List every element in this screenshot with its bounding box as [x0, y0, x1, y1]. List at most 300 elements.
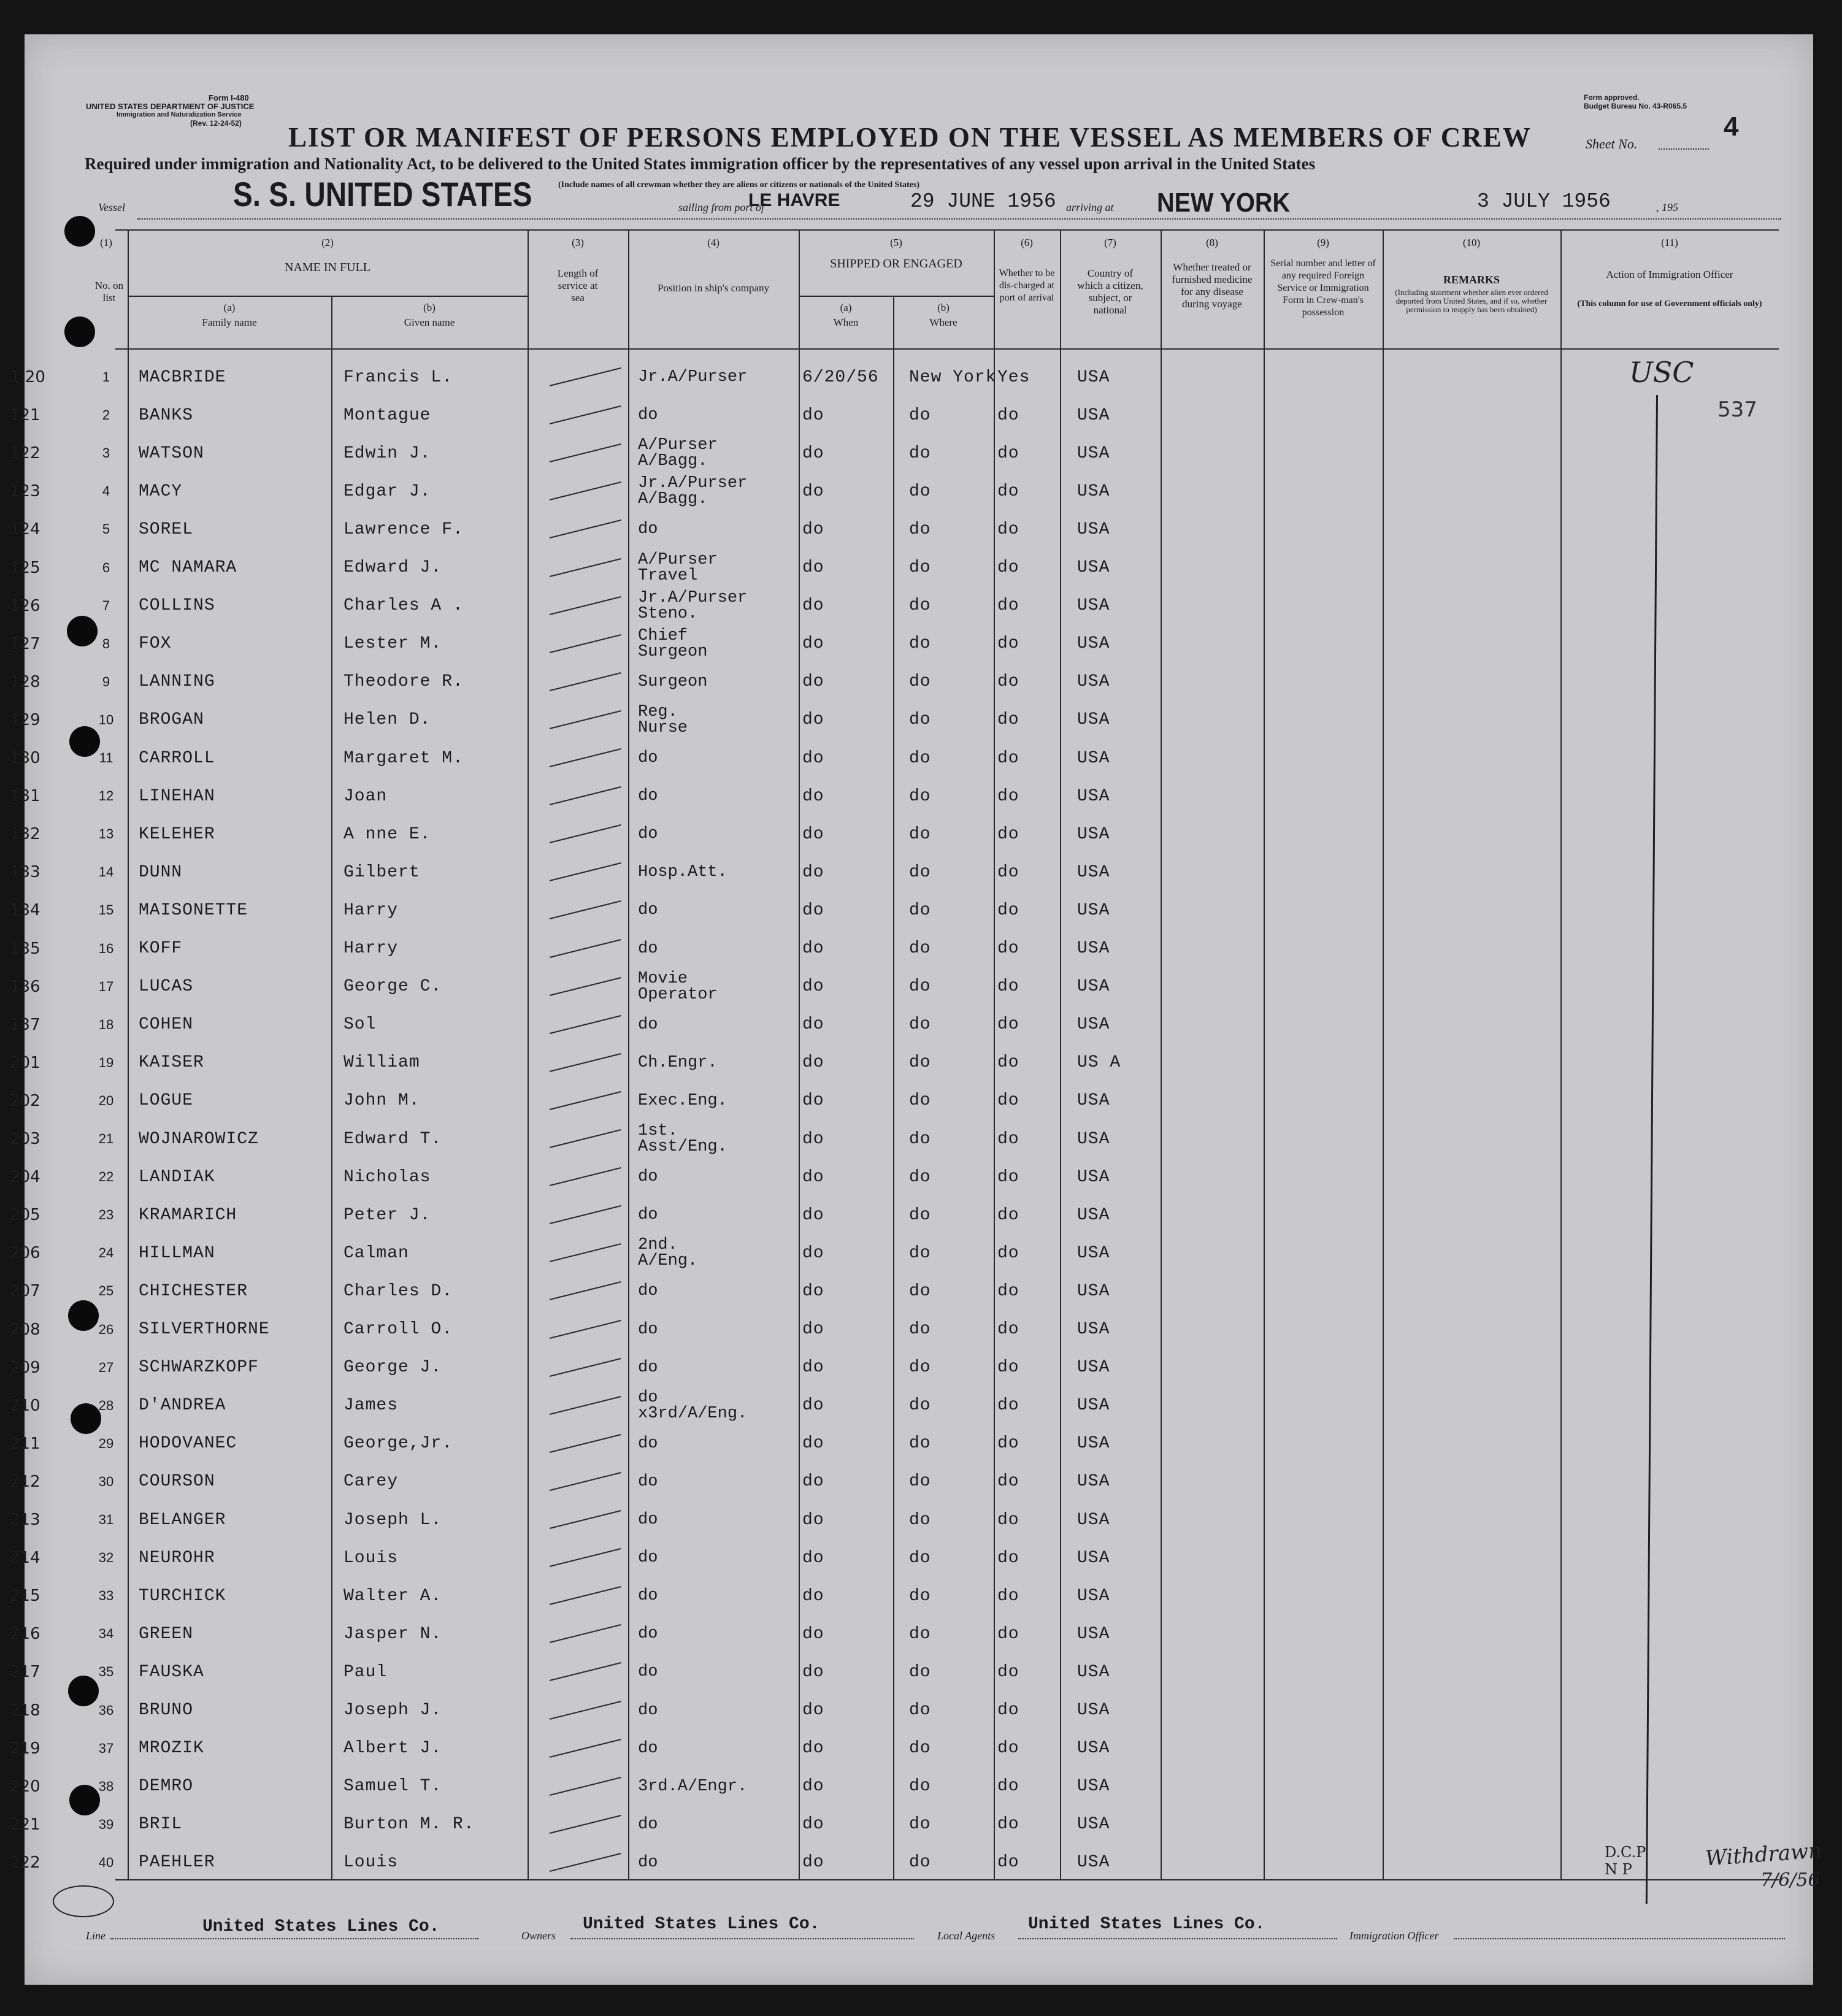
cell-no: 19 — [98, 1054, 114, 1070]
owners-underline — [570, 1938, 914, 1939]
cell-country: USA — [1077, 1777, 1110, 1796]
cell-discharged: do — [997, 1396, 1019, 1416]
cell-discharged: do — [997, 1281, 1019, 1301]
service-tick-mark — [550, 824, 621, 843]
cell-country: USA — [1077, 786, 1110, 806]
port-from: LE HAVRE — [748, 190, 840, 210]
cell-where: do — [909, 1853, 931, 1872]
cell-where: do — [909, 1548, 931, 1568]
cell-no: 34 — [98, 1626, 114, 1642]
cell-when: do — [802, 1472, 824, 1492]
cell-discharged: do — [997, 1510, 1019, 1530]
cell-no: 40 — [98, 1854, 114, 1870]
cell-position: Reg. Nurse — [638, 702, 688, 737]
cell-seq: 203 — [10, 1130, 40, 1148]
cell-seq: 202 — [10, 1091, 40, 1110]
cell-position: do — [638, 1701, 658, 1720]
service-tick-mark — [550, 405, 621, 424]
table-row — [10, 358, 1813, 396]
cell-seq: 121 — [10, 406, 40, 425]
cell-when: do — [802, 1586, 824, 1606]
cell-discharged: do — [997, 900, 1019, 920]
col-5a-number: (a) — [840, 302, 852, 313]
cell-no: 39 — [98, 1816, 114, 1832]
cell-given: Edgar J. — [343, 481, 431, 501]
cell-when: do — [802, 1434, 824, 1454]
form-number: Form I-480 — [209, 93, 249, 102]
cell-position: Jr.A/Purser A/Bagg. — [638, 474, 748, 509]
cell-where: do — [909, 1586, 931, 1606]
cell-when: do — [802, 1815, 824, 1834]
cell-family: KAISER — [139, 1053, 204, 1073]
cell-discharged: do — [997, 710, 1019, 730]
cell-given: Burton M. R. — [343, 1815, 475, 1834]
table-top-rule — [115, 229, 1779, 231]
budget-bureau-no: Budget Bureau No. 43-R065.5 — [1584, 102, 1687, 110]
punch-hole — [64, 316, 95, 347]
cell-where: do — [909, 672, 931, 692]
cell-when: do — [802, 1358, 824, 1378]
vessel-name: S. S. UNITED STATES — [233, 175, 532, 213]
service-tick-mark — [550, 1319, 621, 1338]
cell-where: do — [909, 862, 931, 882]
cell-discharged: do — [997, 1548, 1019, 1568]
cell-given: Nicholas — [343, 1167, 431, 1187]
cell-given: Sol — [343, 1015, 377, 1035]
arriving-label: arriving at — [1066, 201, 1114, 213]
cell-given: Carroll O. — [343, 1320, 453, 1339]
service-tick-mark — [550, 1396, 621, 1415]
cell-family: NEUROHR — [139, 1548, 215, 1568]
cell-no: 25 — [98, 1283, 114, 1299]
cell-where: do — [909, 977, 931, 997]
cell-family: LANDIAK — [139, 1167, 215, 1187]
cell-family: FAUSKA — [139, 1662, 204, 1682]
cell-no: 35 — [98, 1664, 114, 1680]
table-row — [10, 1768, 1813, 1806]
col-11-note: (This column for use of Government officials only) — [1577, 299, 1762, 309]
cell-given: Charles D. — [343, 1281, 453, 1301]
cell-given: Gilbert — [343, 862, 420, 882]
cell-given: George,Jr. — [343, 1434, 453, 1454]
col-11-number: (11) — [1661, 237, 1678, 248]
cell-country: USA — [1077, 405, 1110, 425]
cell-seq: 208 — [10, 1320, 40, 1339]
cell-position: 1st. Asst/Eng. — [638, 1122, 727, 1156]
cell-seq: 136 — [10, 977, 40, 996]
cell-when: do — [802, 1396, 824, 1416]
service-tick-mark — [550, 1472, 621, 1491]
cell-where: do — [909, 1815, 931, 1834]
cell-discharged: do — [997, 672, 1019, 692]
cell-discharged: do — [997, 1434, 1019, 1454]
col-5a-label: When — [833, 316, 859, 328]
cell-no: 9 — [102, 673, 110, 689]
cell-when: do — [802, 1205, 824, 1225]
withdrawn-annotation: Withdrawn — [1704, 1838, 1823, 1871]
cell-no: 4 — [102, 483, 110, 499]
cell-position: do — [638, 1282, 658, 1301]
cell-family: SCHWARZKOPF — [139, 1358, 259, 1378]
officer-label: Immigration Officer — [1349, 1930, 1439, 1942]
table-row — [10, 930, 1813, 968]
col-10-label: REMARKS — [1443, 274, 1500, 286]
cell-discharged: do — [997, 1662, 1019, 1682]
table-row — [10, 663, 1813, 701]
table-row — [10, 1501, 1813, 1539]
cell-no: 33 — [98, 1588, 114, 1604]
cell-no: 30 — [98, 1473, 114, 1489]
cell-family: SILVERTHORNE — [139, 1320, 270, 1339]
table-row — [10, 891, 1813, 929]
cell-where: do — [909, 1243, 931, 1263]
service-tick-mark — [550, 938, 621, 957]
col-2b-number: (b) — [423, 302, 436, 313]
cell-family: CHICHESTER — [139, 1281, 248, 1301]
cell-family: COHEN — [139, 1015, 194, 1035]
col-5b-label: Where — [929, 316, 957, 328]
cell-where: do — [909, 558, 931, 577]
cell-when: do — [802, 481, 824, 501]
table-row — [10, 1158, 1813, 1196]
service-tick-mark — [550, 1853, 621, 1872]
requirement-text: Required under immigration and Nationality Act, to be delivered to the United States immigration officer by the representatives of any vessel upon arrival in the United States — [85, 155, 1316, 173]
cell-given: Lester M. — [343, 634, 442, 654]
sheet-number: 4 — [1724, 112, 1739, 142]
service-tick-mark — [550, 1548, 621, 1567]
col-5b-number: (b) — [937, 302, 950, 313]
cell-when: do — [802, 1853, 824, 1872]
cell-when: do — [802, 786, 824, 806]
cell-when: do — [802, 1053, 824, 1073]
service-tick-mark — [550, 519, 621, 538]
table-row — [10, 625, 1813, 663]
cell-discharged: do — [997, 1091, 1019, 1111]
cell-given: William — [343, 1053, 420, 1073]
cell-discharged: do — [997, 786, 1019, 806]
cell-no: 37 — [98, 1740, 114, 1756]
col-1-number: (1) — [100, 237, 112, 248]
cell-discharged: do — [997, 1777, 1019, 1796]
officer-underline — [1454, 1938, 1785, 1939]
cell-country: USA — [1077, 596, 1110, 616]
service-tick-mark — [550, 710, 621, 729]
cell-family: MAISONETTE — [139, 900, 248, 920]
service-tick-mark — [550, 443, 621, 462]
cell-family: WOJNAROWICZ — [139, 1129, 259, 1149]
cell-where: do — [909, 939, 931, 958]
cell-when: do — [802, 1662, 824, 1682]
cell-country: USA — [1077, 1358, 1110, 1378]
cell-position: Surgeon — [638, 672, 708, 691]
cell-given: Joseph J. — [343, 1701, 442, 1720]
cell-no: 10 — [98, 711, 114, 727]
col-8-label: Whether treated or furnished medicine for any disease during voyage — [1172, 261, 1253, 310]
cell-seq: 124 — [10, 520, 40, 539]
cell-seq: 215 — [10, 1587, 40, 1606]
agents-value: United States Lines Co. — [1028, 1915, 1265, 1934]
col-10-number: (10) — [1462, 237, 1481, 248]
cell-country: USA — [1077, 862, 1110, 882]
col-8-number: (8) — [1206, 237, 1218, 248]
cell-position: do — [638, 939, 658, 958]
cell-position: do — [638, 1206, 658, 1225]
table-row — [10, 1006, 1813, 1044]
col-6-number: (6) — [1021, 237, 1033, 248]
cell-when: do — [802, 405, 824, 425]
cell-when: do — [802, 862, 824, 882]
cell-seq: 220 — [10, 1777, 40, 1796]
cell-discharged: do — [997, 862, 1019, 882]
cell-given: George J. — [343, 1358, 442, 1378]
cell-discharged: do — [997, 1853, 1019, 1872]
cell-family: HODOVANEC — [139, 1434, 237, 1454]
cell-position: do — [638, 1815, 658, 1834]
cell-no: 18 — [98, 1016, 114, 1032]
cell-when: do — [802, 1091, 824, 1111]
cell-country: USA — [1077, 1434, 1110, 1454]
table-row — [10, 1234, 1813, 1272]
cell-seq: 214 — [10, 1549, 40, 1568]
cell-when: do — [802, 1167, 824, 1187]
arrival-date: 3 JULY 1956 — [1477, 190, 1611, 213]
cell-given: Peter J. — [343, 1205, 431, 1225]
cell-position: do — [638, 1434, 658, 1453]
cell-given: Carey — [343, 1472, 399, 1492]
cell-where: do — [909, 1091, 931, 1111]
cell-when: do — [802, 519, 824, 539]
cell-family: DUNN — [139, 862, 183, 882]
table-row — [10, 853, 1813, 891]
col-2b-label: Given name — [404, 316, 455, 328]
cell-position: do x3rd/A/Eng. — [638, 1388, 748, 1423]
cell-country: USA — [1077, 1167, 1110, 1187]
cell-position: do — [638, 1853, 658, 1872]
service-tick-mark — [550, 672, 621, 691]
cell-country: USA — [1077, 1205, 1110, 1225]
cell-country: USA — [1077, 634, 1110, 654]
cell-given: Joan — [343, 786, 388, 806]
cell-family: MROZIK — [139, 1739, 204, 1758]
col-7-label: Country of which a citizen, subject, or national — [1077, 267, 1143, 316]
cell-discharged: do — [997, 1586, 1019, 1606]
cell-family: MACY — [139, 481, 183, 501]
cell-given: James — [343, 1396, 399, 1416]
cell-no: 21 — [98, 1131, 114, 1146]
col-1-label: No. on list — [94, 280, 124, 304]
cell-seq: 209 — [10, 1358, 40, 1377]
cell-discharged: do — [997, 1358, 1019, 1378]
cell-where: do — [909, 1739, 931, 1758]
table-row — [10, 1539, 1813, 1577]
cell-when: do — [802, 1739, 824, 1758]
owners-label: Owners — [521, 1930, 556, 1942]
agents-underline — [1018, 1938, 1337, 1939]
sheet-label: Sheet No. — [1586, 136, 1638, 151]
cell-family: BRIL — [139, 1815, 183, 1834]
year-suffix: , 195 — [1656, 201, 1678, 213]
service-tick-mark — [550, 481, 621, 500]
cell-seq: 127 — [10, 634, 40, 653]
col-2a-number: (a) — [223, 302, 236, 313]
cell-position: do — [638, 1168, 658, 1187]
cell-family: LUCAS — [139, 977, 194, 997]
table-row — [10, 396, 1813, 434]
service-tick-mark — [550, 900, 621, 919]
form-approval: Form approved. — [1584, 93, 1640, 102]
cell-position: Chief Surgeon — [638, 626, 708, 661]
cell-no: 1 — [102, 369, 110, 385]
cell-where: do — [909, 596, 931, 616]
cell-where: do — [909, 443, 931, 463]
cell-seq: 131 — [10, 787, 40, 806]
cell-family: KOFF — [139, 939, 183, 958]
cell-family: TURCHICK — [139, 1586, 226, 1606]
cell-discharged: do — [997, 824, 1019, 844]
cell-given: John M. — [343, 1091, 420, 1111]
cell-family: LINEHAN — [139, 786, 215, 806]
table-row — [10, 1844, 1813, 1882]
cell-position: Jr.A/Purser — [638, 368, 748, 386]
cell-seq: 212 — [10, 1472, 40, 1491]
cell-position: Movie Operator — [638, 969, 718, 1004]
serial-537: 537 — [1717, 397, 1757, 422]
line-underline — [110, 1938, 478, 1939]
cell-when: do — [802, 1243, 824, 1263]
cell-where: do — [909, 1281, 931, 1301]
cell-position: do — [638, 901, 658, 920]
cell-when: 6/20/56 — [802, 367, 879, 387]
col-5-label: SHIPPED OR ENGAGED — [830, 257, 962, 270]
cell-when: do — [802, 1548, 824, 1568]
cell-no: 17 — [98, 978, 114, 994]
service-tick-mark — [550, 558, 621, 577]
cell-given: Louis — [343, 1548, 399, 1568]
cell-when: do — [802, 1510, 824, 1530]
cell-where: do — [909, 1015, 931, 1035]
cell-position: do — [638, 1511, 658, 1529]
cell-discharged: do — [997, 634, 1019, 654]
cell-position: do — [638, 1663, 658, 1682]
sheet-underline — [1659, 148, 1709, 150]
col-2-number: (2) — [321, 237, 334, 248]
cell-no: 23 — [98, 1207, 114, 1223]
cell-seq: 222 — [10, 1853, 40, 1872]
cell-position: do — [638, 1549, 658, 1568]
table-row — [10, 815, 1813, 853]
cell-discharged: do — [997, 748, 1019, 768]
cell-family: BRUNO — [139, 1701, 194, 1720]
service-tick-mark — [550, 1815, 621, 1834]
cell-given: Montague — [343, 405, 431, 425]
cell-seq: 122 — [10, 444, 40, 463]
cell-position: do — [638, 520, 658, 539]
cell-family: COURSON — [139, 1472, 215, 1492]
header-bottom-rule — [115, 348, 1779, 350]
cell-seq: 135 — [10, 939, 40, 958]
vessel-line — [137, 218, 1781, 220]
cell-where: do — [909, 1510, 931, 1530]
cell-discharged: do — [997, 481, 1019, 501]
cell-family: KRAMARICH — [139, 1205, 237, 1225]
service-tick-mark — [550, 634, 621, 653]
cell-no: 36 — [98, 1702, 114, 1718]
service-tick-mark — [550, 1015, 621, 1034]
cell-country: USA — [1077, 1129, 1110, 1149]
col-9-label: Serial number and letter of any required Foreign Service or Immigration Form in Crew-man's possession — [1270, 258, 1376, 318]
cell-where: do — [909, 748, 931, 768]
table-row — [10, 1082, 1813, 1120]
usc-annotation: USC — [1629, 356, 1694, 389]
cell-discharged: do — [997, 1701, 1019, 1720]
service-tick-mark — [550, 1586, 621, 1605]
cell-discharged: do — [997, 1205, 1019, 1225]
cell-no: 26 — [98, 1321, 114, 1337]
cell-position: A/Purser A/Bagg. — [638, 436, 718, 471]
cell-country: USA — [1077, 672, 1110, 692]
cell-country: USA — [1077, 939, 1110, 958]
cell-where: do — [909, 1777, 931, 1796]
cell-country: USA — [1077, 977, 1110, 997]
cell-family: MC NAMARA — [139, 558, 237, 577]
cell-country: US A — [1077, 1053, 1121, 1073]
cell-family: KELEHER — [139, 824, 215, 844]
table-row — [10, 1272, 1813, 1310]
table-row — [10, 1806, 1813, 1844]
service-tick-mark — [550, 1205, 621, 1224]
cell-given: Edward J. — [343, 558, 442, 577]
withdrawn-date: 7/6/56 — [1760, 1869, 1820, 1891]
owners-value: United States Lines Co. — [583, 1915, 820, 1934]
line-value: United States Lines Co. — [202, 1917, 440, 1936]
col-3-label: Length of service at sea — [557, 267, 599, 304]
col-9-number: (9) — [1317, 237, 1329, 248]
cell-family: LOGUE — [139, 1091, 194, 1111]
cell-position: Ch.Engr. — [638, 1053, 718, 1072]
cell-country: USA — [1077, 1320, 1110, 1339]
cell-discharged: Yes — [997, 367, 1030, 387]
cell-family: CARROLL — [139, 748, 215, 768]
service-tick-mark — [550, 1700, 621, 1719]
col-6-label: Whether to be dis-charged at port of arrival — [999, 268, 1055, 303]
cell-given: Harry — [343, 900, 399, 920]
cell-country: USA — [1077, 1739, 1110, 1758]
cell-seq: 216 — [10, 1625, 40, 1644]
table-row — [10, 1311, 1813, 1349]
cell-discharged: do — [997, 939, 1019, 958]
service-tick-mark — [550, 1624, 621, 1643]
cell-family: LANNING — [139, 672, 215, 692]
cell-family: BROGAN — [139, 710, 204, 730]
cell-seq: 205 — [10, 1206, 40, 1225]
cell-when: do — [802, 1624, 824, 1644]
service-tick-mark — [550, 1053, 621, 1072]
cell-seq: 125 — [10, 558, 40, 577]
table-row — [10, 587, 1813, 625]
table-row — [10, 1120, 1813, 1158]
cell-country: USA — [1077, 367, 1110, 387]
service-tick-mark — [550, 1777, 621, 1796]
cell-position: Hosp.Att. — [638, 863, 727, 882]
cell-where: do — [909, 1434, 931, 1454]
cell-when: do — [802, 672, 824, 692]
cell-discharged: do — [997, 1167, 1019, 1187]
cell-country: USA — [1077, 748, 1110, 768]
cell-seq: 211 — [10, 1434, 40, 1453]
cell-where: New York — [909, 367, 997, 387]
cell-no: 38 — [98, 1778, 114, 1794]
port-to: NEW YORK — [1157, 188, 1291, 218]
